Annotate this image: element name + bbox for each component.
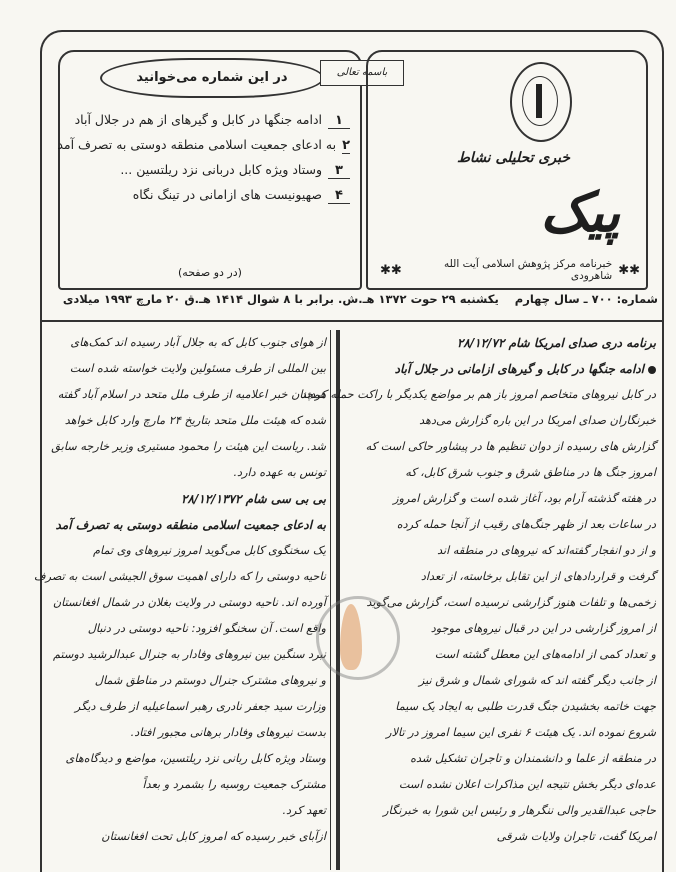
issue-number: شماره: ۷۰۰ ـ سال چهارم	[514, 292, 658, 306]
article-line: و تعداد کمی از ادامه‌های این معطل گشته است	[434, 648, 656, 661]
article-line: از هوای جنوب کابل که به جلال آباد رسیده اند کمک‌های	[70, 336, 326, 349]
article-line: تونس به عهده دارد.	[233, 466, 326, 479]
program-line: برنامه دری صدای امریکا شام ۲۸/۱۲/۷۲	[456, 336, 656, 350]
article-line: از جانب دیگر گفته‌ اند که شورای شمال و شرق نیز	[418, 674, 656, 687]
masthead-title: پیک	[540, 180, 620, 244]
article-line: شروع نموده اند. یک هیئت ۶ نفری این سیما امروز در تالار	[386, 726, 656, 739]
toc-text: ادامه جنگها در کابل و گیرهای از هم در جلال آباد	[74, 112, 322, 127]
toc-item	[66, 187, 350, 204]
article-line: در ساعات بعد از ظهر جنگ‌های رقیب از آنجا حمله کرده	[396, 518, 656, 531]
article-line: بین المللی از طرف مسئولین ولایت خواسته شده است	[69, 362, 326, 375]
article-line: و از دو انفجار گفته‌اند که نیروهای در منطقه اند	[437, 544, 656, 557]
article-line: همچنان خبر اعلامیه از طرف ملل متحد در اسلام آباد گفته	[57, 388, 326, 401]
article-line: یک سخنگوی کابل می‌گوید امروز نیروهای وی تمام	[93, 544, 326, 557]
header-rule	[40, 320, 664, 322]
article-line: مشترک جمعیت روسیه را بشمرد و بعداً	[142, 778, 326, 791]
bismillah-label: باسمه تعالی	[320, 60, 404, 86]
article-line: واقع است. آن سخنگو افزود: ناحیه دوستی در دنبال	[87, 622, 326, 635]
seal-mark	[536, 84, 542, 118]
article-line: عده‌ای دیگر بخش نتیجه این مذاکرات اعلان نشده است	[398, 778, 656, 791]
article-line: نبرد سنگین بین نیروهای وفادار به جنرال عبدالرشید دوستم	[53, 648, 326, 661]
article-line: از امروز گزارشی در این در قبال نیروهای موجود	[430, 622, 656, 635]
table-of-contents	[57, 112, 350, 212]
article-line: تعهد کرد.	[282, 804, 326, 817]
toc-number: ۴	[328, 188, 350, 204]
seal-emblem-icon	[510, 62, 572, 142]
article-line: جهت خاتمه بخشیدن جنگ قدرت طلبی به ایجاد یک سیما	[395, 700, 656, 713]
article-line: وزارت سید جعفر نادری رهبر اسماعیلیه از طرف دیگر	[74, 700, 326, 713]
article-line: در کابل نیروهای متخاصم امروز باز هم بر مواضع یکدیگر با راکت حمله کردند	[301, 388, 656, 401]
masthead-subtitle: خبری تحلیلی نشاط	[456, 150, 570, 166]
toc-item	[66, 162, 350, 179]
star-icon: ✱✱	[618, 262, 640, 278]
masthead	[380, 140, 630, 250]
article-line: ازآبای خبر رسیده که امروز کابل تحت افغانستان	[101, 830, 326, 843]
article-line: وستاد ویژه کابل ربانی نزد ریلتسین، مواضع و دیدگاه‌های	[65, 752, 326, 765]
article-line: شده که هیئت ملل متحد بتاریخ ۲۴ مارچ وارد کابل خواهد	[64, 414, 326, 427]
article-line: بدست نیروهای وفادار برهانی مجبور افتاد.	[130, 726, 326, 739]
article-line: امروز جنگ ها در مناطق شرق و جنوب شرق کابل، که	[405, 466, 656, 479]
article-line: در هفته گذشته آرام بود، آغاز شده است و گزارش امروز	[393, 492, 656, 505]
toc-text: وستاد ویژه کابل دربانی نزد ریلتسین ...	[120, 162, 322, 177]
toc-item	[57, 137, 350, 154]
headline-text: ادامه جنگها در کابل و گیرهای ازامانی در جلال آباد	[394, 362, 644, 376]
article-line: ناحیه دوستی را که دارای اهمیت سوق الجیشی است به تصرف	[33, 570, 326, 583]
article-headline: به ادعای جمعیت اسلامی منطقه دوستی به تصرف آمد	[55, 518, 326, 532]
article-line: خبرنگاران صدای امریکا در این باره گزارش می‌دهد	[419, 414, 656, 427]
in-issue-banner: در این شماره می‌خوانید	[100, 58, 324, 98]
left-column	[34, 330, 326, 850]
toc-text: به ادعای جمعیت اسلامی منطقه دوستی به تصرف آمد	[57, 137, 337, 152]
toc-text: صهیونیست های ازامانی در تینگ نگاه	[132, 187, 322, 202]
article-line: و نیروهای مشترک جنرال دوستم در مناطق شمال	[94, 674, 326, 687]
article-line: آورده اند. ناحیه دوستی در ولایت بغلان در شمال افغانستان	[52, 596, 326, 609]
article-line: حاجی عبدالقدیر والی ننگرهار و رئیس این شورا به خبرنگار	[383, 804, 656, 817]
masthead-tagline	[380, 258, 640, 282]
page-two-note: (در دو صفحه)	[178, 266, 242, 279]
article-line: امریکا گفت، تاجران ولایات شرقی	[496, 830, 656, 843]
article-line: زخمی‌ها و تلفات هنوز گزارشی نرسیده است، گزارش می‌گوید	[366, 596, 656, 609]
toc-number: ۲	[342, 138, 350, 153]
issue-date: یکشنبه ۲۹ حوت ۱۳۷۲ هـ.ش. برابر با ۸ شوال ۱۴۱۴ هـ.ق ۲۰ مارچ ۱۹۹۳ میلادی	[62, 292, 499, 306]
article-line: در منطقه از علما و دانشمندان و تاجران تشکیل شده	[410, 752, 656, 765]
dateline	[46, 292, 658, 306]
article-line: گرفت و قراردادهای از این تقابل برخاسته، از تعداد	[420, 570, 656, 583]
program-line: بی بی سی شام ۲۸/۱۲/۱۳۷۲	[181, 492, 326, 506]
article-line: گزارش های رسیده از دوان تنظیم ها در پیشاور حاکی است که	[365, 440, 656, 453]
bullet-icon	[648, 366, 656, 374]
article-line: شد. ریاست این هیئت را محمود مستیری وزیر خارجه سابق	[51, 440, 326, 453]
star-icon: ✱✱	[380, 262, 402, 278]
tagline-text: خبرنامه مرکز پژوهش اسلامی آیت الله شاهرودی	[444, 258, 613, 282]
toc-item	[66, 112, 350, 129]
toc-number: ۳	[328, 163, 350, 179]
column-divider	[330, 330, 331, 870]
article-headline	[344, 356, 656, 382]
toc-number: ۱	[328, 113, 350, 129]
